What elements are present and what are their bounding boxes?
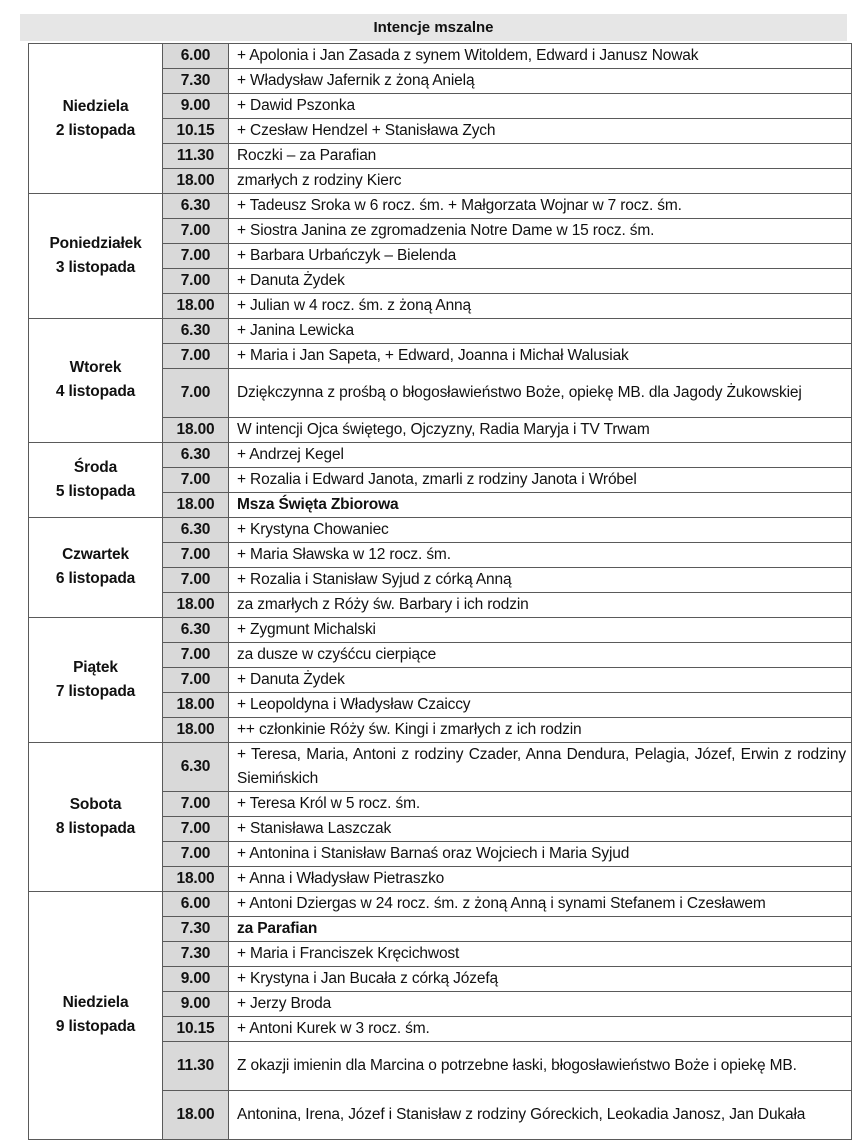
mass-time: 6.30 <box>163 194 229 219</box>
mass-time: 18.00 <box>163 417 229 442</box>
mass-intention: + Danuta Żydek <box>229 269 852 294</box>
page-title: Intencje mszalne <box>20 14 847 41</box>
mass-row <box>29 517 852 542</box>
day-cell <box>29 891 163 1139</box>
mass-intention: + Siostra Janina ze zgromadzenia Notre Dame w 15 rocz. śm. <box>229 219 852 244</box>
day-cell <box>29 319 163 443</box>
mass-intention: + Antoni Dziergas w 24 rocz. śm. z żoną Anną i synami Stefanem i Czesławem <box>229 891 852 916</box>
mass-time: 6.30 <box>163 617 229 642</box>
mass-time: 7.30 <box>163 941 229 966</box>
mass-time: 7.00 <box>163 642 229 667</box>
mass-time: 6.00 <box>163 891 229 916</box>
day-cell <box>29 617 163 742</box>
day-name: Czwartek <box>62 546 129 564</box>
mass-time: 7.00 <box>163 567 229 592</box>
mass-intention: + Krystyna Chowaniec <box>229 517 852 542</box>
mass-time: 7.30 <box>163 69 229 94</box>
mass-row <box>29 319 852 344</box>
mass-time: 7.00 <box>163 344 229 369</box>
mass-time: 7.00 <box>163 667 229 692</box>
mass-intention: W intencji Ojca świętego, Ojczyzny, Radia Maryja i TV Trwam <box>229 417 852 442</box>
mass-intention: + Barbara Urbańczyk – Bielenda <box>229 244 852 269</box>
mass-row <box>29 194 852 219</box>
mass-row <box>29 442 852 467</box>
mass-time: 6.30 <box>163 742 229 791</box>
mass-time: 7.00 <box>163 244 229 269</box>
mass-time: 10.15 <box>163 119 229 144</box>
day-cell <box>29 517 163 617</box>
day-name: Niedziela <box>62 97 129 115</box>
day-date: 7 listopada <box>55 682 136 700</box>
mass-time: 7.00 <box>163 467 229 492</box>
mass-intention: ++ członkinie Róży św. Kingi i zmarłych z ich rodzin <box>229 717 852 742</box>
day-cell <box>29 442 163 517</box>
mass-intention: + Tadeusz Sroka w 6 rocz. śm. + Małgorzata Wojnar w 7 rocz. śm. <box>229 194 852 219</box>
day-cell <box>29 742 163 891</box>
mass-time: 18.00 <box>163 294 229 319</box>
mass-time: 11.30 <box>163 144 229 169</box>
day-date: 8 listopada <box>55 819 136 837</box>
day-date: 3 listopada <box>55 259 136 276</box>
mass-intention: za dusze w czyśćcu cierpiące <box>229 642 852 667</box>
mass-intention: za Parafian <box>229 916 852 941</box>
mass-intention: Antonina, Irena, Józef i Stanisław z rodziny Góreckich, Leokadia Janosz, Jan Dukała <box>229 1090 852 1139</box>
mass-intention: za zmarłych z Róży św. Barbary i ich rodzin <box>229 592 852 617</box>
mass-intention: + Czesław Hendzel + Stanisława Zych <box>229 119 852 144</box>
intentions-table-body <box>29 44 852 1140</box>
mass-time: 18.00 <box>163 1090 229 1139</box>
day-cell <box>29 44 163 194</box>
mass-time: 18.00 <box>163 492 229 517</box>
mass-time: 6.30 <box>163 319 229 344</box>
mass-time: 7.00 <box>163 542 229 567</box>
mass-intention: + Rozalia i Stanisław Syjud z córką Anną <box>229 567 852 592</box>
mass-intention: + Zygmunt Michalski <box>229 617 852 642</box>
mass-intention: + Danuta Żydek <box>229 667 852 692</box>
mass-intention: Dziękczynna z prośbą o błogosławieństwo Boże, opiekę MB. dla Jagody Żukowskiej <box>229 369 852 418</box>
mass-intention: + Rozalia i Edward Janota, zmarli z rodziny Janota i Wróbel <box>229 467 852 492</box>
day-date: 9 listopada <box>55 1018 136 1036</box>
day-name: Poniedziałek <box>49 235 142 252</box>
mass-intention: + Stanisława Laszczak <box>229 816 852 841</box>
intentions-table <box>28 43 852 1140</box>
mass-time: 6.30 <box>163 442 229 467</box>
mass-intention: Msza Święta Zbiorowa <box>229 492 852 517</box>
mass-intention: + Antoni Kurek w 3 rocz. śm. <box>229 1016 852 1041</box>
mass-intention: + Apolonia i Jan Zasada z synem Witoldem, Edward i Janusz Nowak <box>229 44 852 69</box>
mass-row <box>29 891 852 916</box>
day-date: 4 listopada <box>55 383 136 401</box>
mass-intention: zmarłych z rodziny Kierc <box>229 169 852 194</box>
mass-time: 18.00 <box>163 169 229 194</box>
mass-time: 7.00 <box>163 269 229 294</box>
mass-intention: + Antonina i Stanisław Barnaś oraz Wojciech i Maria Syjud <box>229 841 852 866</box>
mass-time: 18.00 <box>163 692 229 717</box>
mass-intention: + Maria i Franciszek Kręcichwost <box>229 941 852 966</box>
mass-intention: + Janina Lewicka <box>229 319 852 344</box>
mass-intention: + Teresa, Maria, Antoni z rodziny Czader, Anna Dendura, Pelagia, Józef, Erwin z rodziny Siemińskich <box>229 742 852 791</box>
mass-time: 18.00 <box>163 717 229 742</box>
mass-row <box>29 617 852 642</box>
day-date: 6 listopada <box>55 570 136 588</box>
mass-time: 7.00 <box>163 816 229 841</box>
mass-time: 7.00 <box>163 791 229 816</box>
mass-intention: + Maria i Jan Sapeta, + Edward, Joanna i Michał Walusiak <box>229 344 852 369</box>
mass-time: 7.30 <box>163 916 229 941</box>
mass-intention: Roczki – za Parafian <box>229 144 852 169</box>
mass-time: 6.00 <box>163 44 229 69</box>
mass-intention: + Leopoldyna i Władysław Czaiccy <box>229 692 852 717</box>
day-date: 5 listopada <box>55 482 136 500</box>
mass-intention: + Jerzy Broda <box>229 991 852 1016</box>
day-name: Sobota <box>69 795 122 813</box>
day-name: Wtorek <box>69 359 122 377</box>
mass-intention: + Anna i Władysław Pietraszko <box>229 866 852 891</box>
mass-intention: + Maria Sławska w 12 rocz. śm. <box>229 542 852 567</box>
mass-intention: + Władysław Jafernik z żoną Anielą <box>229 69 852 94</box>
mass-time: 9.00 <box>163 94 229 119</box>
mass-time: 9.00 <box>163 966 229 991</box>
mass-intention: + Julian w 4 rocz. śm. z żoną Anną <box>229 294 852 319</box>
mass-intention: + Dawid Pszonka <box>229 94 852 119</box>
mass-intention: + Teresa Król w 5 rocz. śm. <box>229 791 852 816</box>
mass-row <box>29 742 852 791</box>
mass-intention: + Krystyna i Jan Bucała z córką Józefą <box>229 966 852 991</box>
mass-row <box>29 44 852 69</box>
mass-time: 18.00 <box>163 592 229 617</box>
mass-time: 6.30 <box>163 517 229 542</box>
day-name: Piątek <box>73 658 118 676</box>
mass-intention: + Andrzej Kegel <box>229 442 852 467</box>
mass-time: 9.00 <box>163 991 229 1016</box>
mass-time: 7.00 <box>163 841 229 866</box>
day-date: 2 listopada <box>55 121 136 139</box>
mass-time: 10.15 <box>163 1016 229 1041</box>
day-name: Środa <box>73 458 118 476</box>
day-cell <box>29 194 163 319</box>
mass-intention: Z okazji imienin dla Marcina o potrzebne łaski, błogosławieństwo Boże i opiekę MB. <box>229 1041 852 1090</box>
mass-time: 7.00 <box>163 219 229 244</box>
mass-time: 11.30 <box>163 1041 229 1090</box>
mass-time: 7.00 <box>163 369 229 418</box>
mass-time: 18.00 <box>163 866 229 891</box>
day-name: Niedziela <box>62 994 129 1012</box>
